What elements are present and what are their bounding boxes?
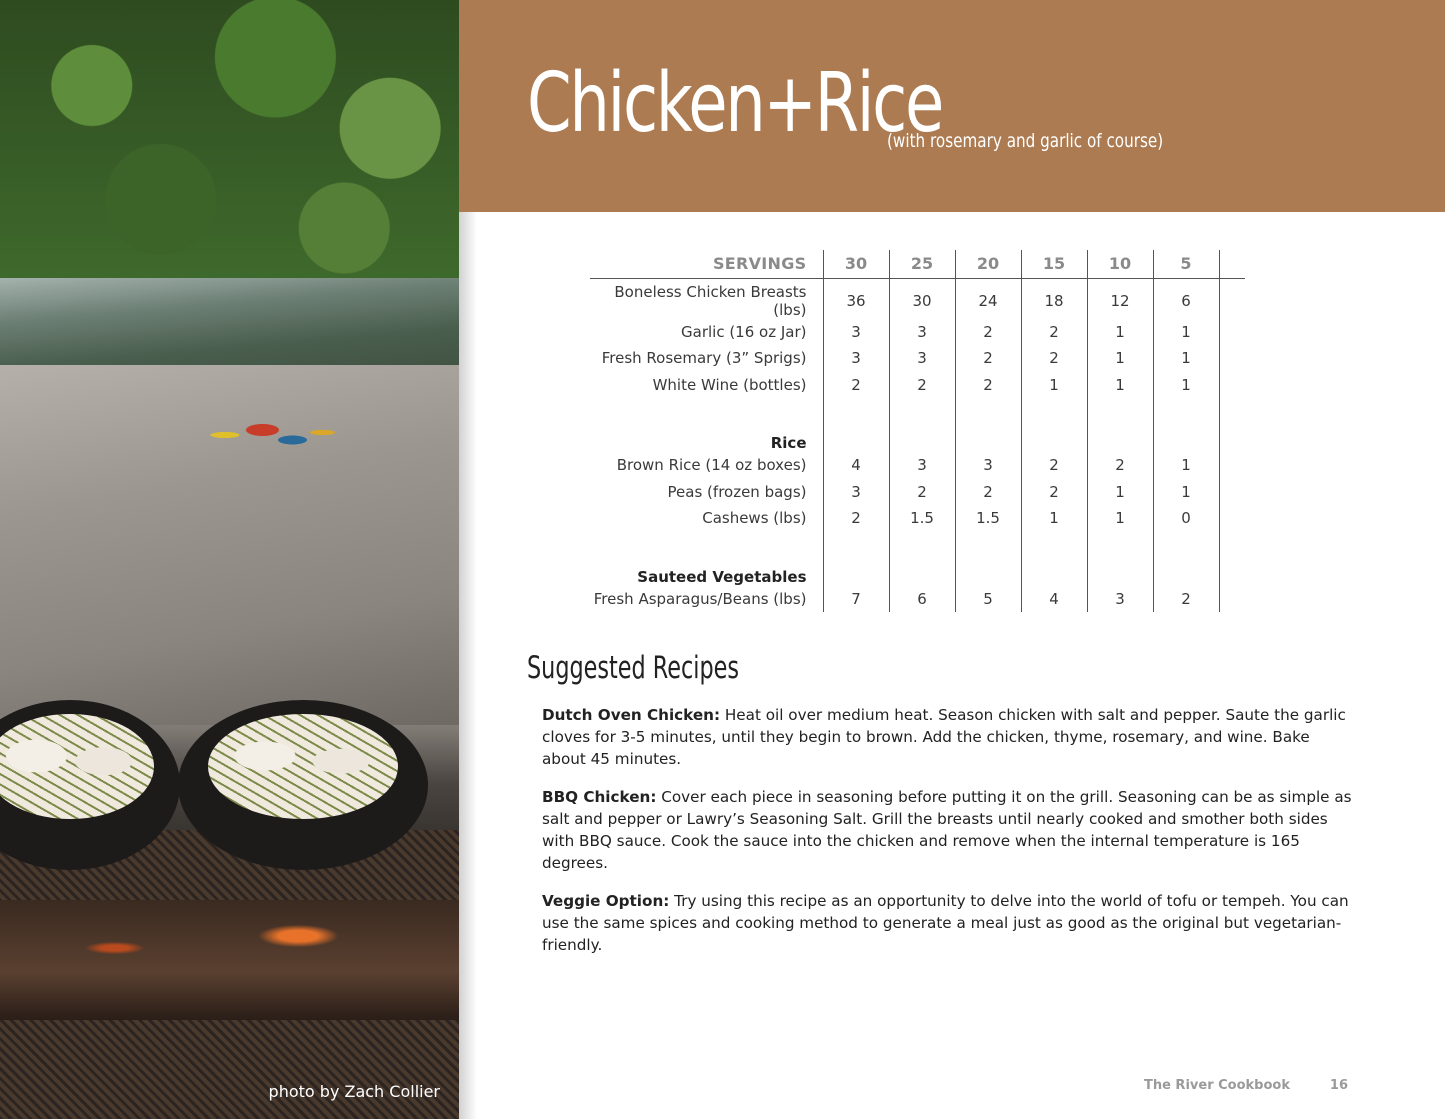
suggested-recipes-heading: Suggested Recipes (527, 650, 740, 686)
column-header: 10 (1087, 250, 1153, 278)
empty-cell (1021, 398, 1087, 424)
recipe-subtitle: (with rosemary and garlic of course) (887, 130, 1164, 152)
quantity-cell: 2 (1153, 586, 1219, 613)
table-row (590, 372, 1245, 399)
empty-cell (1021, 558, 1087, 586)
campsite-photo (0, 0, 459, 1119)
table-end-spacer (1219, 479, 1245, 506)
ingredient-label: Brown Rice (14 oz boxes) (616, 456, 807, 475)
campfire (0, 900, 459, 1020)
table-end-spacer (1219, 250, 1245, 278)
quantity-cell: 24 (955, 278, 1021, 319)
quantity-cell: 3 (955, 452, 1021, 479)
empty-cell (955, 532, 1021, 558)
chicken-with-rosemary (0, 714, 154, 819)
recipe-dutch-oven (542, 704, 1352, 770)
section-heading: Sauteed Vegetables (637, 567, 807, 586)
table-row (590, 479, 1245, 506)
quantity-cell: 1 (1087, 372, 1153, 399)
table-row (590, 505, 1245, 532)
empty-cell (1087, 398, 1153, 424)
section-row-rice (590, 424, 1245, 452)
quantity-cell: 3 (823, 345, 889, 372)
table-spacer-row (590, 532, 1245, 558)
table-spacer-row (590, 398, 1245, 424)
quantity-cell: 3 (823, 319, 889, 346)
empty-cell (1021, 424, 1087, 452)
empty-cell (889, 532, 955, 558)
quantity-cell: 2 (889, 479, 955, 506)
table-end-spacer (1219, 345, 1245, 372)
column-header: 15 (1021, 250, 1087, 278)
empty-cell (1087, 558, 1153, 586)
quantity-cell: 0 (1153, 505, 1219, 532)
quantity-cell: 2 (1021, 319, 1087, 346)
quantity-cell: 36 (823, 278, 889, 319)
quantity-cell: 2 (955, 372, 1021, 399)
table-header-row (590, 250, 1245, 278)
column-header: 30 (823, 250, 889, 278)
empty-cell (955, 398, 1021, 424)
quantity-cell: 5 (955, 586, 1021, 613)
empty-cell (1021, 532, 1087, 558)
ingredient-label: Cashews (lbs) (702, 509, 807, 528)
quantity-cell: 1 (1153, 372, 1219, 399)
recipe-text: Heat oil over medium heat. Season chicken with salt and pepper. Saute the garlic cloves for 3-5 minutes, until they begin to brown. Add the chicken, thyme, rosemary, and wine. Bake about 45 minutes. (542, 706, 1346, 768)
empty-cell (590, 532, 823, 558)
empty-cell (955, 558, 1021, 586)
dutch-oven-right (178, 700, 428, 870)
quantity-cell: 4 (823, 452, 889, 479)
quantity-cell: 1 (1021, 505, 1087, 532)
empty-cell (889, 558, 955, 586)
quantity-cell: 2 (1021, 479, 1087, 506)
quantity-cell: 1 (1153, 319, 1219, 346)
empty-cell (889, 424, 955, 452)
recipe-veggie (542, 890, 1352, 956)
table-end-spacer (1219, 586, 1245, 613)
recipe-name: Dutch Oven Chicken: (542, 706, 721, 724)
recipe-list (542, 704, 1352, 972)
empty-cell (955, 424, 1021, 452)
quantity-cell: 1 (1153, 479, 1219, 506)
empty-cell (1087, 532, 1153, 558)
quantity-cell: 1 (1087, 505, 1153, 532)
empty-cell (823, 558, 889, 586)
recipe-text: Cover each piece in seasoning before putting it on the grill. Seasoning can be as simple as salt and pepper or Lawry’s Seasoning Salt. Grill the breasts until nearly cooked and smother both sides with BBQ sauce. Cook the sauce into the chicken and remove when the internal temperature is 165 degrees. (542, 788, 1352, 872)
camping-gear-pile (195, 410, 345, 460)
page-spine-shadow (459, 212, 477, 1119)
table-end-spacer (1219, 558, 1245, 586)
empty-cell (1153, 398, 1219, 424)
table-end-spacer (1219, 372, 1245, 399)
table-end-spacer (1219, 424, 1245, 452)
table-end-spacer (1219, 319, 1245, 346)
title-band (459, 0, 1445, 212)
quantity-cell: 2 (955, 345, 1021, 372)
ingredient-label: Fresh Rosemary (3” Sprigs) (601, 349, 807, 368)
quantity-cell: 2 (823, 372, 889, 399)
empty-cell (823, 424, 889, 452)
recipe-title: Chicken+Rice (527, 56, 943, 151)
quantity-cell: 2 (955, 319, 1021, 346)
quantity-cell: 7 (823, 586, 889, 613)
empty-cell (1153, 532, 1219, 558)
table-row (590, 278, 1245, 319)
quantity-cell: 2 (889, 372, 955, 399)
quantity-cell: 6 (889, 586, 955, 613)
quantity-cell: 12 (1087, 278, 1153, 319)
chicken-with-rosemary (208, 714, 398, 819)
column-header: 20 (955, 250, 1021, 278)
quantity-cell: 3 (889, 345, 955, 372)
section-heading: Rice (770, 434, 807, 452)
column-header: 25 (889, 250, 955, 278)
ingredient-label: Garlic (16 oz Jar) (681, 322, 807, 341)
quantity-cell: 1 (1021, 372, 1087, 399)
quantity-cell: 1 (1087, 479, 1153, 506)
column-header: 5 (1153, 250, 1219, 278)
quantity-cell: 3 (889, 319, 955, 346)
recipe-bbq (542, 786, 1352, 874)
table-end-spacer (1219, 278, 1245, 319)
quantity-cell: 2 (955, 479, 1021, 506)
quantity-cell: 1 (1087, 319, 1153, 346)
quantity-cell: 18 (1021, 278, 1087, 319)
quantity-cell: 1 (1153, 345, 1219, 372)
table-row (590, 452, 1245, 479)
table-end-spacer (1219, 398, 1245, 424)
table-end-spacer (1219, 505, 1245, 532)
ingredient-label: White Wine (bottles) (652, 375, 807, 394)
quantity-cell: 1 (1153, 452, 1219, 479)
recipe-name: BBQ Chicken: (542, 788, 657, 806)
quantity-cell: 3 (823, 479, 889, 506)
table-row (590, 319, 1245, 346)
quantity-cell: 30 (889, 278, 955, 319)
ingredient-label: Boneless Chicken Breasts (lbs) (614, 282, 807, 319)
quantity-cell: 1.5 (955, 505, 1021, 532)
empty-cell (823, 398, 889, 424)
book-title: The River Cookbook (1143, 1078, 1290, 1093)
quantity-cell: 2 (1021, 452, 1087, 479)
quantity-cell: 1.5 (889, 505, 955, 532)
recipe-name: Veggie Option: (542, 892, 670, 910)
empty-cell (889, 398, 955, 424)
section-row-vegetables (590, 558, 1245, 586)
empty-cell (823, 532, 889, 558)
quantity-cell: 1 (1087, 345, 1153, 372)
quantity-cell: 2 (1087, 452, 1153, 479)
servings-table (590, 250, 1246, 612)
forest-hillside (0, 0, 459, 285)
quantity-cell: 3 (889, 452, 955, 479)
ingredient-label: Fresh Asparagus/Beans (lbs) (593, 589, 807, 608)
recipe-text: Try using this recipe as an opportunity to delve into the world of tofu or tempeh. You can use the same spices and cooking method to generate a meal just as good as the original but vegetarian-friendly. (542, 892, 1349, 954)
table-row (590, 345, 1245, 372)
empty-cell (1153, 424, 1219, 452)
page-number: 16 (1329, 1078, 1348, 1093)
quantity-cell: 6 (1153, 278, 1219, 319)
empty-cell (1087, 424, 1153, 452)
empty-cell (590, 398, 823, 424)
photo-credit: photo by Zach Collier (268, 1082, 440, 1101)
table-row (590, 586, 1245, 613)
quantity-cell: 2 (823, 505, 889, 532)
quantity-cell: 4 (1021, 586, 1087, 613)
servings-header: SERVINGS (590, 250, 823, 278)
table-end-spacer (1219, 532, 1245, 558)
quantity-cell: 2 (1021, 345, 1087, 372)
quantity-cell: 3 (1087, 586, 1153, 613)
empty-cell (1153, 558, 1219, 586)
table-end-spacer (1219, 452, 1245, 479)
ingredient-label: Peas (frozen bags) (667, 482, 807, 501)
